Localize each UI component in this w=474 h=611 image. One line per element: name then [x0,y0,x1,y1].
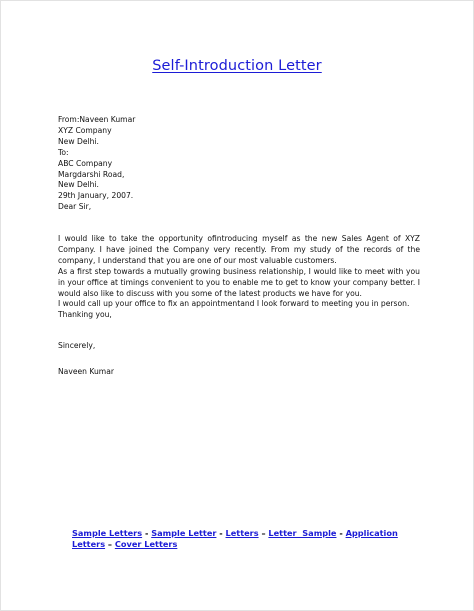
letter-header [58,115,135,213]
from-line: From:Naveen Kumar [58,115,136,124]
link-letter-sample[interactable]: Letter Sample [268,528,337,538]
letter-title: Self-Introduction Letter [152,58,322,74]
footer-separator: - [142,528,152,538]
body-paragraph-thanks: Thanking you, [58,310,112,320]
sender-company: XYZ Company [58,125,112,135]
link-sample-letters[interactable]: Sample Letters [72,528,143,538]
link-letters[interactable]: Letters [225,528,259,538]
footer-links [72,528,417,550]
link-cover-letters[interactable]: Cover Letters [114,539,178,549]
footer-separator: - [336,528,346,538]
sender-city: New Delhi. [58,136,99,146]
recipient-road: Margdarshi Road, [58,169,125,179]
footer-separator: – [105,539,115,549]
link-sample-letter[interactable]: Sample Letter [151,528,217,538]
recipient-company: ABC Company [58,158,113,168]
letter-body [58,234,420,321]
letter-date: 29th January, 2007. [58,191,134,201]
signature-name: Naveen Kumar [58,367,114,376]
link-application-letters[interactable]: Application Letters [72,528,398,549]
salutation: Dear Sir, [58,202,92,212]
body-paragraph-intro: I would like to take the opportunity ofintroducing myself as the new Sales Agent of XYZ Company. I have joined the Company very recently. From my study of the records of the company, I understand that you are one of our most valuable customers. [58,234,420,265]
to-line: To: [58,147,69,157]
recipient-city: New Delhi. [58,180,99,190]
footer-separator: - [216,528,226,538]
body-paragraph-meeting: As a first step towards a mutually growing business relationship, I would like to meet with you in your office at timings convenient to you to enable me to get to know your company better. I would also like to discuss with you some of the latest products we have for you. [58,266,420,298]
closing: Sincerely, [58,341,96,350]
footer-separator: – [258,528,269,538]
body-paragraph-appointment: I would call up your office to fix an appointmentand I look forward to meeting you in person. [58,299,410,309]
